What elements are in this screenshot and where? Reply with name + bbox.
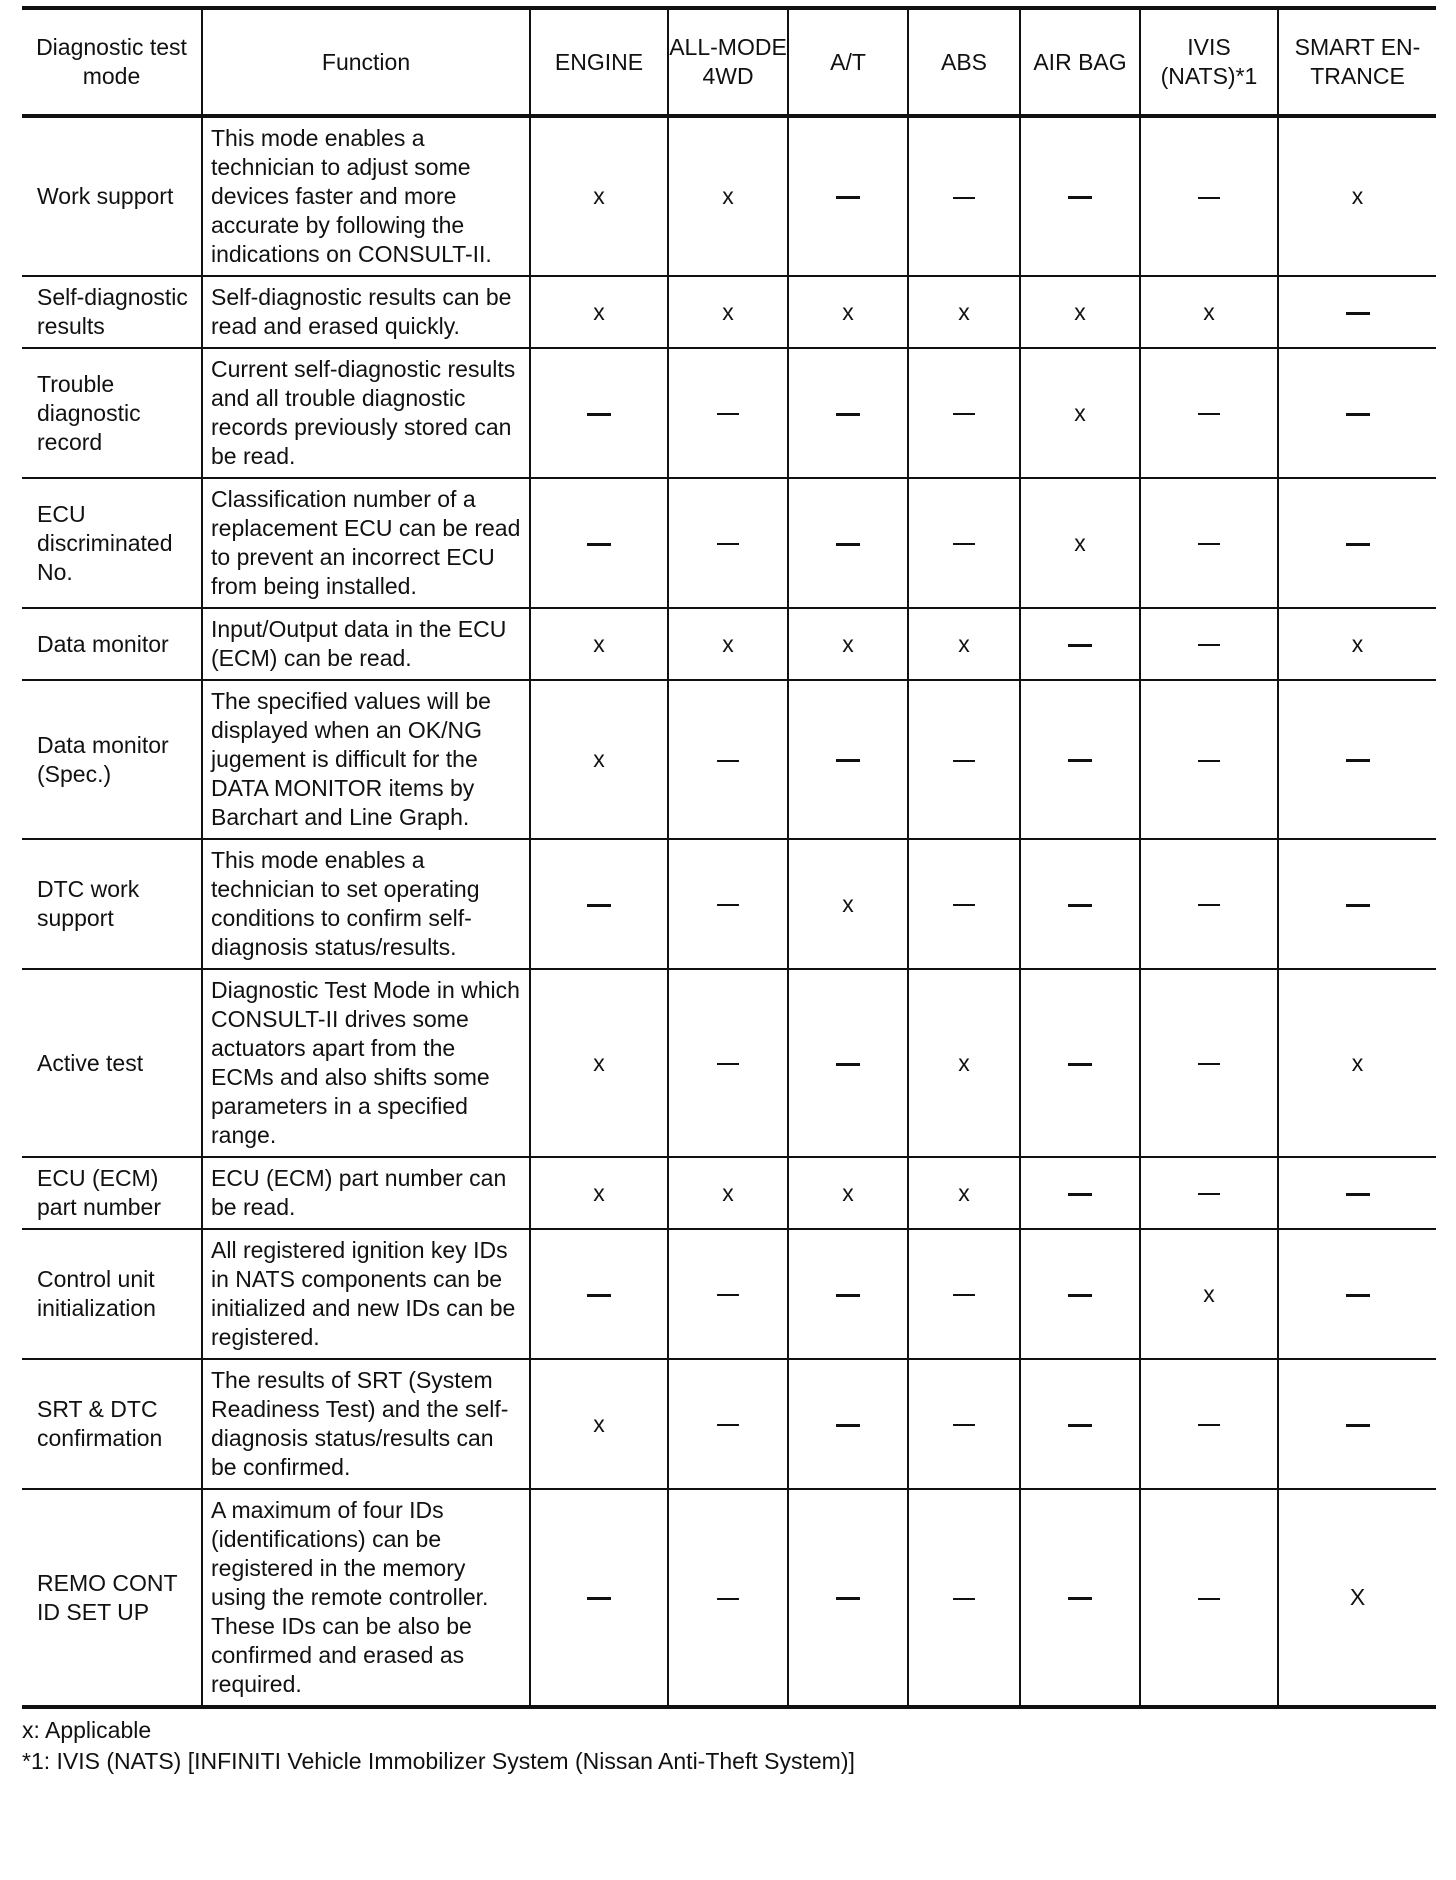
not-applicable-cell (788, 1489, 908, 1707)
applicable-mark: x (593, 183, 605, 209)
applicable-cell (1020, 348, 1140, 478)
not-applicable-dash (836, 543, 860, 546)
diagnostic-mode-label: SRT & DTC confirmation (37, 1396, 163, 1451)
applicable-mark: x (593, 1410, 605, 1437)
not-applicable-dash (1346, 1193, 1370, 1196)
not-applicable-dash (1068, 1063, 1092, 1066)
not-applicable-cell (1140, 969, 1278, 1157)
not-applicable-cell (1140, 348, 1278, 478)
diagnostic-mode-label: Work support (37, 183, 174, 209)
header-function: Function (202, 8, 530, 116)
not-applicable-dash (836, 759, 860, 762)
applicable-mark: x (958, 298, 970, 325)
not-applicable-dash (953, 904, 975, 906)
not-applicable-cell (908, 1229, 1020, 1359)
not-applicable-cell (1020, 680, 1140, 839)
not-applicable-cell (1020, 1157, 1140, 1229)
not-applicable-dash (1068, 904, 1092, 907)
applicable-mark: x (722, 1179, 734, 1206)
applicable-cell (1140, 276, 1278, 348)
diagnostic-mode-label: ECU (ECM) part number (37, 1165, 162, 1220)
applicable-cell (668, 276, 788, 348)
not-applicable-cell (1278, 1157, 1436, 1229)
function-description: Classification number of a replacement ECU can be read to prevent an incorrect ECU from being installed. (211, 486, 521, 599)
not-applicable-dash (1198, 543, 1220, 545)
not-applicable-cell (668, 680, 788, 839)
not-applicable-dash (1346, 904, 1370, 907)
not-applicable-dash (953, 1424, 975, 1426)
diagnostic-mode-label: Data monitor (37, 630, 169, 657)
function-description: Current self-diagnostic results and all trouble diagnostic records previously stored can be read. (211, 356, 516, 469)
not-applicable-dash (1346, 413, 1370, 416)
not-applicable-cell (1140, 478, 1278, 608)
not-applicable-dash (1198, 1063, 1220, 1065)
row-mode-cell (22, 969, 202, 1157)
applicable-cell (530, 1157, 668, 1229)
not-applicable-dash (836, 1424, 860, 1427)
row-mode-cell (22, 1157, 202, 1229)
applicable-cell (530, 608, 668, 680)
applicable-cell (908, 1157, 1020, 1229)
applicable-mark: x (958, 630, 970, 657)
not-applicable-dash (1068, 1294, 1092, 1297)
not-applicable-cell (908, 1359, 1020, 1489)
not-applicable-dash (1346, 1294, 1370, 1297)
applicable-mark: x (842, 890, 854, 917)
not-applicable-cell (668, 969, 788, 1157)
table-row (22, 680, 1436, 839)
row-mode-cell (22, 348, 202, 478)
row-mode-cell (22, 839, 202, 969)
table-row (22, 969, 1436, 1157)
not-applicable-cell (908, 348, 1020, 478)
table-row (22, 1359, 1436, 1489)
not-applicable-cell (1140, 608, 1278, 680)
not-applicable-dash (717, 1294, 739, 1296)
applicable-mark: x (1074, 298, 1086, 325)
header-ivis-nats: IVIS (NATS)*1 (1140, 8, 1278, 116)
not-applicable-dash (717, 1063, 739, 1065)
row-mode-cell (22, 116, 202, 276)
not-applicable-dash (1198, 197, 1220, 199)
applicable-cell (788, 608, 908, 680)
not-applicable-dash (587, 1597, 611, 1600)
not-applicable-cell (1278, 1229, 1436, 1359)
not-applicable-dash (587, 413, 611, 416)
not-applicable-dash (717, 760, 739, 762)
applicable-mark: x (958, 1049, 970, 1076)
not-applicable-dash (953, 760, 975, 762)
applicable-mark: x (1351, 183, 1364, 209)
not-applicable-dash (1346, 1424, 1370, 1427)
table-row (22, 1157, 1436, 1229)
not-applicable-dash (1068, 1424, 1092, 1427)
not-applicable-cell (1140, 116, 1278, 276)
applicable-cell (530, 1359, 668, 1489)
not-applicable-dash (717, 904, 739, 906)
row-mode-cell (22, 478, 202, 608)
not-applicable-dash (1198, 413, 1220, 415)
not-applicable-cell (1278, 478, 1436, 608)
not-applicable-dash (1068, 1597, 1092, 1600)
not-applicable-dash (953, 1598, 975, 1600)
not-applicable-cell (668, 478, 788, 608)
not-applicable-cell (1278, 680, 1436, 839)
applicable-cell (668, 1157, 788, 1229)
not-applicable-cell (788, 348, 908, 478)
not-applicable-cell (788, 1359, 908, 1489)
not-applicable-dash (1068, 1193, 1092, 1196)
header-at: A/T (788, 8, 908, 116)
row-function-cell (202, 276, 530, 348)
not-applicable-dash (836, 196, 860, 199)
row-mode-cell (22, 680, 202, 839)
table-row (22, 348, 1436, 478)
not-applicable-cell (1278, 1359, 1436, 1489)
not-applicable-dash (1068, 196, 1092, 199)
not-applicable-dash (836, 1294, 860, 1297)
applicable-cell (530, 116, 668, 276)
not-applicable-dash (587, 1294, 611, 1297)
applicable-mark: x (1203, 1280, 1215, 1307)
applicable-cell (530, 680, 668, 839)
not-applicable-dash (1198, 644, 1220, 646)
table-row (22, 1229, 1436, 1359)
applicable-mark: x (1074, 399, 1086, 426)
not-applicable-cell (908, 116, 1020, 276)
diagnostic-mode-label: Data monitor (Spec.) (37, 731, 169, 787)
function-description: ECU (ECM) part number can be read. (211, 1165, 507, 1220)
applicable-cell (788, 276, 908, 348)
applicable-cell (1278, 116, 1436, 276)
not-applicable-dash (1068, 759, 1092, 762)
header-abs: ABS (908, 8, 1020, 116)
applicable-cell (1140, 1229, 1278, 1359)
row-function-cell (202, 1359, 530, 1489)
applicable-cell (1278, 608, 1436, 680)
applicable-mark: x (958, 1179, 970, 1206)
applicable-cell (908, 276, 1020, 348)
applicable-mark: x (1351, 1049, 1364, 1076)
not-applicable-cell (1140, 1489, 1278, 1707)
not-applicable-dash (1198, 1598, 1220, 1600)
not-applicable-dash (717, 543, 739, 545)
not-applicable-cell (668, 348, 788, 478)
not-applicable-dash (717, 1424, 739, 1426)
row-mode-cell (22, 1359, 202, 1489)
not-applicable-cell (668, 1229, 788, 1359)
not-applicable-dash (1346, 312, 1370, 315)
function-description: This mode enables a technician to adjust some devices faster and more accurate by following the indications on CONSULT-II. (211, 125, 492, 267)
applicable-mark: x (842, 1179, 854, 1206)
not-applicable-dash (587, 543, 611, 546)
not-applicable-cell (1278, 348, 1436, 478)
not-applicable-cell (788, 1229, 908, 1359)
applicable-cell (1278, 969, 1436, 1157)
not-applicable-dash (953, 543, 975, 545)
function-description: Diagnostic Test Mode in which CONSULT-II drives some actuators apart from the ECMs and also shifts some parameters in a specified range. (211, 977, 520, 1148)
not-applicable-dash (953, 197, 975, 199)
not-applicable-cell (788, 116, 908, 276)
row-function-cell (202, 116, 530, 276)
function-description: Input/Output data in the ECU (ECM) can be read. (211, 616, 507, 671)
not-applicable-cell (788, 680, 908, 839)
not-applicable-dash (1198, 1424, 1220, 1426)
header-row (22, 8, 1436, 116)
applicable-cell (668, 116, 788, 276)
not-applicable-cell (1140, 680, 1278, 839)
applicable-mark: x (842, 298, 854, 325)
applicable-mark: x (593, 1049, 605, 1076)
header-engine: ENGINE (530, 8, 668, 116)
not-applicable-cell (530, 1489, 668, 1707)
row-mode-cell (22, 1229, 202, 1359)
row-function-cell (202, 969, 530, 1157)
header-air-bag: AIR BAG (1020, 8, 1140, 116)
row-function-cell (202, 348, 530, 478)
function-description: A maximum of four IDs (identifications) can be registered in the memory using the remote controller. These IDs can be also be confirmed and erased as required. (211, 1497, 489, 1697)
table-row (22, 608, 1436, 680)
applicable-cell (668, 608, 788, 680)
diagnostic-mode-table (22, 6, 1436, 1709)
not-applicable-dash (1198, 760, 1220, 762)
table-row (22, 478, 1436, 608)
not-applicable-cell (530, 478, 668, 608)
applicable-cell (1020, 276, 1140, 348)
table-body (22, 116, 1436, 1707)
row-function-cell (202, 608, 530, 680)
not-applicable-dash (1346, 759, 1370, 762)
table-row (22, 1489, 1436, 1707)
applicable-mark: X (1349, 1584, 1366, 1610)
not-applicable-dash (587, 904, 611, 907)
row-mode-cell (22, 276, 202, 348)
applicable-mark: x (842, 630, 854, 657)
diagnostic-mode-label: ECU discriminated No. (37, 500, 173, 585)
header-all-mode-4wd: ALL-MODE 4WD (668, 8, 788, 116)
not-applicable-dash (836, 1597, 860, 1600)
not-applicable-cell (1140, 839, 1278, 969)
applicable-mark: x (593, 630, 605, 657)
applicable-cell (1020, 478, 1140, 608)
table-row (22, 276, 1436, 348)
applicable-cell (1278, 1489, 1436, 1707)
not-applicable-dash (836, 413, 860, 416)
diagnostic-mode-label: Self-diagnostic results (37, 284, 188, 339)
not-applicable-cell (1020, 969, 1140, 1157)
applicable-mark: x (593, 298, 605, 325)
row-function-cell (202, 1229, 530, 1359)
row-function-cell (202, 839, 530, 969)
not-applicable-cell (908, 839, 1020, 969)
not-applicable-cell (1140, 1359, 1278, 1489)
applicable-cell (908, 608, 1020, 680)
function-description: The results of SRT (System Readiness Test) and the self-diagnosis status/results can be confirmed. (211, 1367, 509, 1480)
function-description: Self-diagnostic results can be read and erased quickly. (211, 284, 512, 339)
not-applicable-cell (1278, 276, 1436, 348)
not-applicable-cell (1020, 1359, 1140, 1489)
not-applicable-cell (668, 839, 788, 969)
not-applicable-dash (1346, 543, 1370, 546)
not-applicable-cell (908, 478, 1020, 608)
not-applicable-cell (908, 1489, 1020, 1707)
function-description: All registered ignition key IDs in NATS components can be initialized and new IDs can be registered. (211, 1237, 516, 1350)
row-function-cell (202, 478, 530, 608)
diagnostic-mode-label: Active test (37, 1049, 144, 1076)
applicable-mark: x (722, 298, 734, 325)
diagnostic-mode-label: Control unit initialization (37, 1266, 156, 1321)
function-description: The specified values will be displayed when an OK/NG jugement is difficult for the DATA MONITOR items by Barchart and Line Graph. (211, 688, 491, 830)
not-applicable-cell (1278, 839, 1436, 969)
applicable-cell (530, 969, 668, 1157)
row-mode-cell (22, 608, 202, 680)
not-applicable-cell (1020, 116, 1140, 276)
not-applicable-cell (530, 839, 668, 969)
not-applicable-cell (1020, 839, 1140, 969)
not-applicable-cell (668, 1489, 788, 1707)
applicable-mark: x (1203, 298, 1215, 325)
ivis-footnote: *1: IVIS (NATS) [INFINITI Vehicle Immobilizer System (Nissan Anti-Theft System)] (22, 1748, 855, 1774)
applicable-mark: x (593, 1179, 605, 1206)
table-notes (22, 1715, 1436, 1777)
row-function-cell (202, 1157, 530, 1229)
diagnostic-mode-label: Trouble diagnostic record (37, 370, 141, 455)
diagnostic-mode-document (22, 6, 1436, 1777)
applicable-mark: x (1074, 529, 1086, 556)
header-smart-entrance: SMART EN-TRANCE (1278, 8, 1436, 116)
applicable-mark: x (722, 183, 734, 209)
row-function-cell (202, 1489, 530, 1707)
row-function-cell (202, 680, 530, 839)
diagnostic-mode-label: REMO CONT ID SET UP (37, 1569, 178, 1625)
not-applicable-cell (1140, 1157, 1278, 1229)
not-applicable-cell (1020, 608, 1140, 680)
not-applicable-cell (788, 969, 908, 1157)
applicable-cell (788, 1157, 908, 1229)
not-applicable-cell (1020, 1229, 1140, 1359)
not-applicable-cell (1020, 1489, 1140, 1707)
not-applicable-cell (530, 1229, 668, 1359)
function-description: This mode enables a technician to set operating conditions to confirm self-diagnosis status/results. (211, 847, 480, 960)
not-applicable-dash (717, 413, 739, 415)
applicable-legend: x: Applicable (22, 1717, 152, 1743)
not-applicable-cell (908, 680, 1020, 839)
not-applicable-dash (1198, 904, 1220, 906)
applicable-mark: x (722, 630, 734, 657)
not-applicable-dash (953, 1294, 975, 1296)
applicable-cell (530, 276, 668, 348)
table-row (22, 839, 1436, 969)
applicable-cell (788, 839, 908, 969)
applicable-mark: x (593, 746, 605, 772)
not-applicable-dash (953, 413, 975, 415)
applicable-mark: x (1351, 630, 1364, 657)
not-applicable-cell (788, 478, 908, 608)
applicable-cell (908, 969, 1020, 1157)
row-mode-cell (22, 1489, 202, 1707)
diagnostic-mode-label: DTC work support (37, 876, 140, 931)
table-row (22, 116, 1436, 276)
not-applicable-cell (668, 1359, 788, 1489)
not-applicable-dash (717, 1598, 739, 1600)
not-applicable-dash (1068, 644, 1092, 647)
not-applicable-cell (530, 348, 668, 478)
not-applicable-dash (836, 1063, 860, 1066)
header-diagnostic-test-mode: Diagnostic test mode (22, 8, 202, 116)
not-applicable-dash (1198, 1193, 1220, 1195)
